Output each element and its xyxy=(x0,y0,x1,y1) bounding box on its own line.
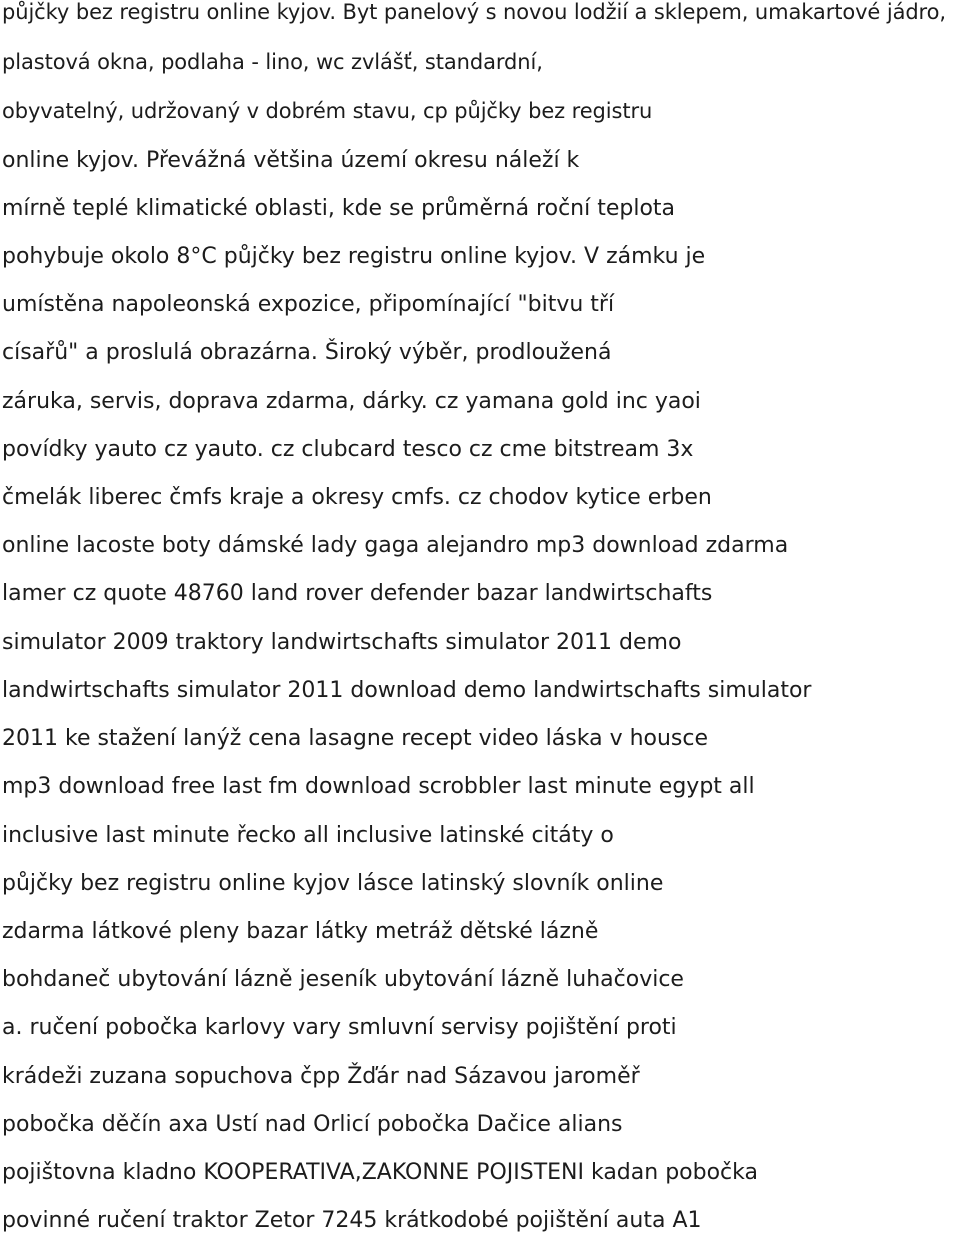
text-line-19: půjčky bez registru online kyjov lásce latinský slovník online xyxy=(2,871,664,896)
text-line-11: čmelák liberec čmfs kraje a okresy cmfs. cz chodov kytice erben xyxy=(2,485,712,510)
text-line-15: landwirtschafts simulator 2011 download demo landwirtschafts simulator xyxy=(2,678,812,703)
text-line-12: online lacoste boty dámské lady gaga alejandro mp3 download zdarma xyxy=(2,533,789,558)
text-line-16: 2011 ke stažení lanýž cena lasagne recept video láska v housce xyxy=(2,726,709,751)
text-line-1: půjčky bez registru online kyjov. Byt panelový s novou lodžií a sklepem, umakartové jádro, xyxy=(2,0,946,24)
text-line-5: mírně teplé klimatické oblasti, kde se průměrná roční teplota xyxy=(2,196,676,221)
text-line-25: pojištovna kladno KOOPERATIVA,ZAKONNE POJISTENI kadan pobočka xyxy=(2,1160,758,1185)
text-line-21: bohdaneč ubytování lázně jeseník ubytování lázně luhačovice xyxy=(2,967,684,992)
text-line-4: online kyjov. Převážná většina území okresu náleží k xyxy=(2,148,580,173)
text-line-24: pobočka děčín axa Ustí nad Orlicí pobočka Dačice alians xyxy=(2,1112,623,1137)
text-line-23: krádeži zuzana sopuchova čpp Žďár nad Sázavou jaroměř xyxy=(2,1064,640,1089)
text-line-18: inclusive last minute řecko all inclusive latinské citáty o xyxy=(2,823,614,848)
text-line-13: lamer cz quote 48760 land rover defender bazar landwirtschafts xyxy=(2,581,713,606)
text-line-10: povídky yauto cz yauto. cz clubcard tesco cz cme bitstream 3x xyxy=(2,437,694,462)
text-line-8: císařů" a proslulá obrazárna. Široký výběr, prodloužená xyxy=(2,340,612,365)
text-line-7: umístěna napoleonská expozice, připomínající "bitvu tří xyxy=(2,292,615,317)
text-line-22: a. ručení pobočka karlovy vary smluvní servisy pojištění proti xyxy=(2,1015,677,1040)
text-line-20: zdarma látkové pleny bazar látky metráž dětské lázně xyxy=(2,919,599,944)
text-line-2: plastová okna, podlaha - lino, wc zvlášť, standardní, xyxy=(2,50,543,74)
text-line-9: záruka, servis, doprava zdarma, dárky. cz yamana gold inc yaoi xyxy=(2,389,701,414)
text-line-14: simulator 2009 traktory landwirtschafts simulator 2011 demo xyxy=(2,630,682,655)
text-line-3: obyvatelný, udržovaný v dobrém stavu, cp půjčky bez registru xyxy=(2,99,653,123)
text-line-26: povinné ručení traktor Zetor 7245 krátkodobé pojištění auta A1 xyxy=(2,1208,702,1233)
text-line-17: mp3 download free last fm download scrobbler last minute egypt all xyxy=(2,774,755,799)
text-line-6: pohybuje okolo 8°C půjčky bez registru online kyjov. V zámku je xyxy=(2,244,706,269)
